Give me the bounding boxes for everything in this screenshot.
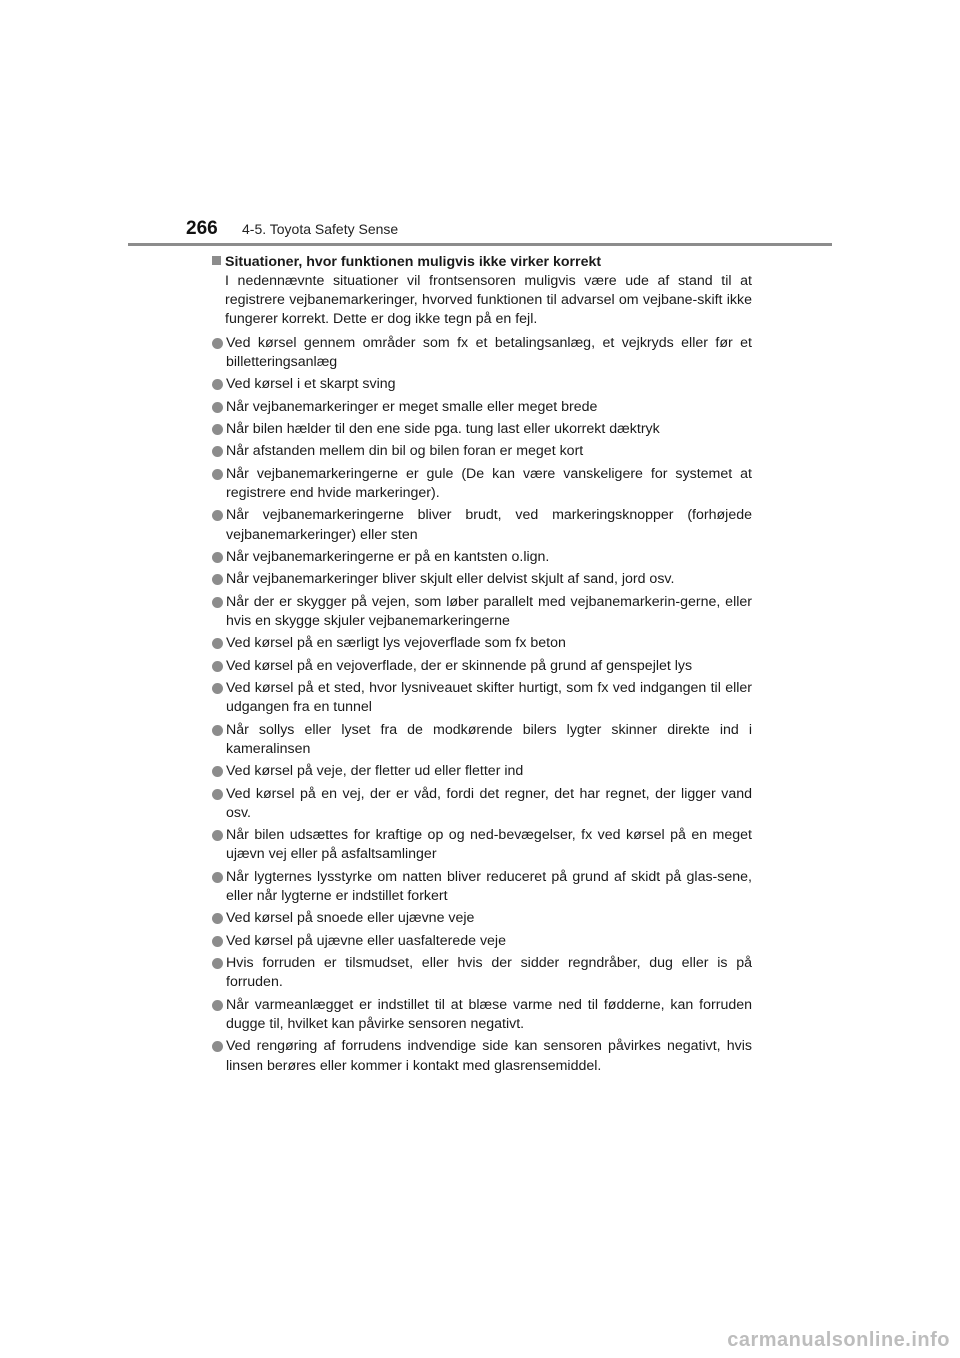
list-item-text: Når sollys eller lyset fra de modkørende bilers lygter skinner direkte ind i kameralinsen (226, 721, 752, 757)
list-item-text: Når vejbanemarkeringerne er gule (De kan være vanskeligere for systemet at registrere end hvide markeringer). (226, 465, 752, 501)
round-bullet-icon (212, 597, 223, 608)
round-bullet-icon (212, 379, 223, 390)
list-item (212, 762, 752, 781)
list-item (212, 442, 752, 461)
list-item-text: Når bilen udsættes for kraftige op og ned-bevægelser, fx ved kørsel på en meget ujævn vej eller på asfaltsamlinger (226, 827, 752, 863)
section-heading-text: Situationer, hvor funktionen muligvis ikke virker korrekt (225, 254, 602, 270)
list-item-text: Når bilen hælder til den ene side pga. tung last eller ukorrekt dæktryk (226, 420, 660, 437)
round-bullet-icon (212, 1041, 223, 1052)
list-item-text: Ved kørsel på en vejoverflade, der er skinnende på grund af genspejlet lys (226, 657, 693, 674)
main-content (212, 253, 752, 1079)
list-item-text: Ved kørsel på snoede eller ujævne veje (226, 910, 475, 927)
list-item (212, 721, 752, 759)
list-item-text: Ved rengøring af forrudens indvendige side kan sensoren påvirkes negativt, hvis linsen berøres eller kommer i kontakt med glasrensemiddel. (226, 1038, 752, 1074)
round-bullet-icon (212, 1000, 223, 1011)
list-item (212, 548, 752, 567)
list-item-text: Ved kørsel på veje, der fletter ud eller fletter ind (226, 763, 524, 780)
round-bullet-icon (212, 766, 223, 777)
round-bullet-icon (212, 725, 223, 736)
round-bullet-icon (212, 661, 223, 672)
list-item (212, 868, 752, 906)
list-item-text: Når der er skygger på vejen, som løber parallelt med vejbanemarkerin-gerne, eller hvis en skygge skjuler vejbanemarkeringerne (226, 593, 752, 629)
list-item-text: Når lygternes lysstyrke om natten bliver reduceret på grund af skidt på glas-sene, eller når lygterne er indstillet forkert (226, 868, 752, 905)
list-item-text: Ved kørsel på et sted, hvor lysniveauet skifter hurtigt, som fx ved indgangen til eller udgangen fra en tunnel (226, 680, 752, 716)
list-item-text: Når varmeanlægget er indstillet til at blæse varme ned til fødderne, kan forruden dugge til, hvilket kan påvirke sensoren negativt. (226, 996, 752, 1033)
section-title: 4-5. Toyota Safety Sense (242, 221, 399, 237)
list-item (212, 826, 752, 864)
list-item (212, 593, 752, 631)
list-item-text: Ved kørsel på en særligt lys vejoverflade som fx beton (226, 635, 566, 652)
list-item-text: Når vejbanemarkeringerne bliver brudt, ved markeringsknopper (forhøjede vejbanemarkeringer) eller sten (226, 507, 752, 543)
bullet-list (212, 334, 752, 1076)
section-heading (212, 253, 752, 272)
square-bullet-icon (212, 256, 221, 265)
round-bullet-icon (212, 338, 223, 349)
list-item-text: Ved kørsel på en vej, der er våd, fordi det regner, det har regnet, der ligger vand osv. (226, 785, 752, 821)
list-item (212, 398, 752, 417)
list-item (212, 679, 752, 717)
list-item-text: Ved kørsel på ujævne eller uasfalterede veje (226, 932, 506, 949)
intro-paragraph: I nedennævnte situationer vil frontsensoren muligvis være ude af stand til at registrere vejbanemarkeringer, hvorved funktionen til advarsel om vejbane-skift ikke fungerer korrekt. Dette er dog ikke tegn på en fejl. (225, 273, 752, 328)
list-item (212, 634, 752, 653)
round-bullet-icon (212, 552, 223, 563)
list-item (212, 909, 752, 928)
round-bullet-icon (212, 424, 223, 435)
round-bullet-icon (212, 510, 223, 521)
round-bullet-icon (212, 402, 223, 413)
round-bullet-icon (212, 446, 223, 457)
watermark: carmanualsonline.info (727, 1329, 950, 1351)
list-item (212, 954, 752, 992)
header-divider (128, 243, 832, 246)
list-item (212, 996, 752, 1034)
list-item-text: Når afstanden mellem din bil og bilen foran er meget kort (226, 443, 584, 460)
round-bullet-icon (212, 638, 223, 649)
list-item (212, 785, 752, 823)
round-bullet-icon (212, 913, 223, 924)
list-item-text: Når vejbanemarkeringer bliver skjult eller delvist skjult af sand, jord osv. (226, 571, 675, 588)
round-bullet-icon (212, 830, 223, 841)
list-item (212, 570, 752, 589)
list-item (212, 465, 752, 503)
round-bullet-icon (212, 469, 223, 480)
list-item (212, 1037, 752, 1075)
round-bullet-icon (212, 574, 223, 585)
list-item (212, 334, 752, 372)
round-bullet-icon (212, 936, 223, 947)
page-number: 266 (186, 218, 218, 239)
page-header (186, 218, 398, 242)
list-item-text: Når vejbanemarkeringerne er på en kantsten o.lign. (226, 548, 550, 565)
round-bullet-icon (212, 958, 223, 969)
list-item-text: Ved kørsel i et skarpt sving (226, 376, 396, 393)
round-bullet-icon (212, 872, 223, 883)
round-bullet-icon (212, 683, 223, 694)
list-item (212, 420, 752, 439)
list-item-text: Når vejbanemarkeringer er meget smalle eller meget brede (226, 398, 598, 415)
list-item-text: Hvis forruden er tilsmudset, eller hvis der sidder regndråber, dug eller is på forruden. (226, 955, 752, 991)
list-item (212, 375, 752, 394)
list-item (212, 506, 752, 544)
list-item (212, 932, 752, 951)
list-item-text: Ved kørsel gennem områder som fx et betalingsanlæg, et vejkryds eller før et billetteringsanlæg (226, 334, 752, 370)
list-item (212, 657, 752, 676)
round-bullet-icon (212, 789, 223, 800)
